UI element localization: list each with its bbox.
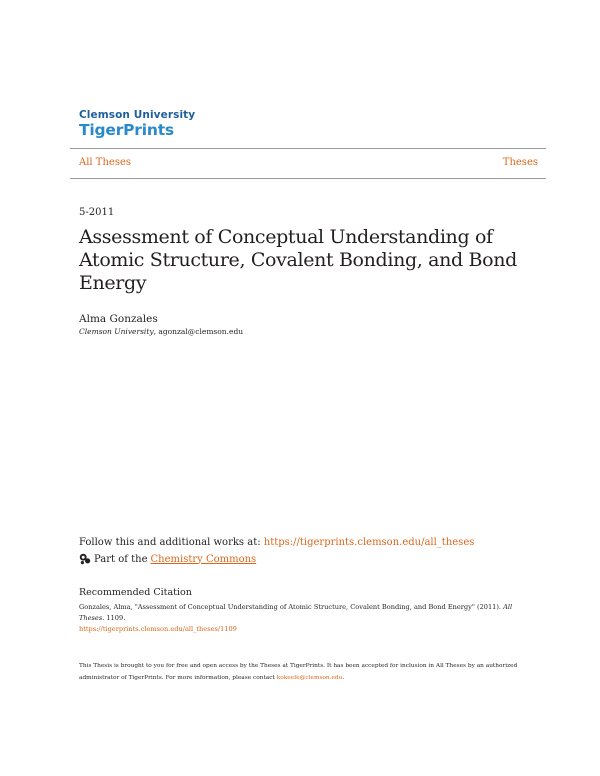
contact-email-link[interactable]: kokeefe@clemson.edu [276,675,343,681]
author-affiliation [79,327,243,336]
part-of-prefix: Part of the [94,553,148,565]
header-divider-top [70,148,546,149]
network-commons-icon [79,553,91,565]
citation-series: All Theses [79,603,513,622]
citation-text: Gonzales, Alma, "Assessment of Conceptual Understanding of Atomic Structure, Covalent Bonding, and Bond Energy" (2011). [79,603,504,611]
theses-link[interactable]: Theses [502,157,538,168]
citation-url-link[interactable]: https://tigerprints.clemson.edu/all_theses/1109 [79,625,237,633]
part-of-line [79,553,256,565]
author-name: Alma Gonzales [79,313,158,325]
affiliation-email: , agonzal@clemson.edu [153,327,244,336]
document-title: Assessment of Conceptual Understanding of Atomic Structure, Covalent Bonding, and Bond Energy [79,226,517,294]
repository-name: TigerPrints [79,121,174,139]
header-divider-bottom [70,178,546,179]
recommended-citation-heading: Recommended Citation [79,587,192,598]
chemistry-commons-link[interactable]: Chemistry Commons [150,553,257,565]
access-footnote [79,660,524,684]
citation-number: . 1109. [102,614,126,622]
all-theses-link[interactable]: All Theses [79,157,132,168]
follow-prefix: Follow this and additional works at: [79,537,264,548]
affiliation-university: Clemson University [79,327,154,336]
publication-date: 5-2011 [79,207,115,218]
follow-line [79,537,474,548]
university-name: Clemson University [79,109,196,121]
footnote-text: This Thesis is brought to you for free and open access by the Theses at TigerPrints. It has been accepted for inclusion in All Theses by an authorized administrator of TigerPrints. For more information, please contact [79,663,518,681]
all-theses-url-link[interactable]: https://tigerprints.clemson.edu/all_theses [263,537,475,548]
footnote-end: . [342,675,345,681]
citation-block [79,602,524,635]
